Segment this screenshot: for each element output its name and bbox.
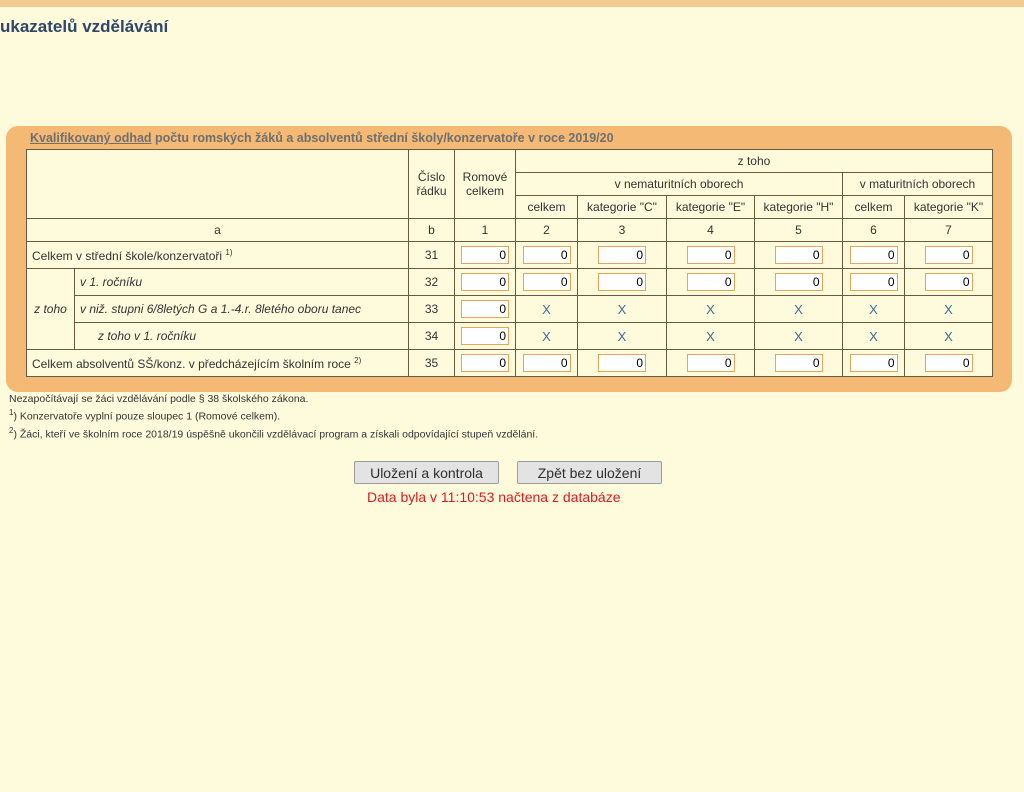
header-matura: v maturitních oborech: [843, 173, 993, 196]
row-35-cell-2: [516, 350, 578, 377]
table-row: [27, 269, 993, 296]
row-33-x-7: X: [905, 296, 993, 323]
row-33-x-5: X: [755, 296, 843, 323]
row-32-cell-5: [755, 269, 843, 296]
row-32-cell-6: [843, 269, 905, 296]
row-33-input-1[interactable]: [461, 300, 509, 318]
footnote-2-mark: 2: [9, 425, 14, 435]
footnotes: [9, 392, 538, 441]
row-33-cell-1: [455, 296, 516, 323]
row-34-x-6: X: [843, 323, 905, 350]
row-33-x-3: X: [578, 296, 667, 323]
table-row: [27, 350, 993, 377]
table-row: [27, 242, 993, 269]
row-35-input-2[interactable]: [523, 354, 571, 372]
row-31-cell-5: [755, 242, 843, 269]
row-31-input-2[interactable]: [523, 246, 571, 264]
caption-text: počtu romských žáků a absolventů střední školy/konzervatoře v roce 2019/20: [151, 131, 614, 145]
row-32-input-7[interactable]: [925, 273, 973, 291]
save-and-check-button[interactable]: Uložení a kontrola: [354, 461, 499, 484]
row-31-cell-1: [455, 242, 516, 269]
index-1: 1: [455, 219, 516, 242]
header-of-which: z toho: [516, 150, 993, 173]
table-row: [27, 296, 993, 323]
header-cat-h: kategorie "H": [755, 196, 843, 219]
row-35-cell-1: [455, 350, 516, 377]
row-31-cell-4: [667, 242, 755, 269]
row-32-cell-7: [905, 269, 993, 296]
header-total-matura: celkem: [843, 196, 905, 219]
index-3: 3: [578, 219, 667, 242]
index-7: 7: [905, 219, 993, 242]
row-35-cell-7: [905, 350, 993, 377]
header-roma-total: Romové celkem: [455, 150, 516, 219]
of-which-label: z toho: [27, 269, 75, 350]
row-32-input-4[interactable]: [687, 273, 735, 291]
row-35-cell-5: [755, 350, 843, 377]
footnote-2: [9, 424, 538, 442]
header-cat-e: kategorie "E": [667, 196, 755, 219]
row-34-input-1[interactable]: [461, 327, 509, 345]
table-caption: [30, 131, 614, 145]
data-table: [26, 149, 993, 377]
row-31-input-7[interactable]: [925, 246, 973, 264]
row-31-input-6[interactable]: [850, 246, 898, 264]
header-non-matura: v nematuritních oborech: [516, 173, 843, 196]
row-34-label: z toho v 1. ročníku: [75, 323, 409, 350]
row-35-input-4[interactable]: [687, 354, 735, 372]
header-line-no: Číslo řádku: [409, 150, 455, 219]
page-title: ukazatelů vzdělávání: [0, 17, 169, 36]
row-32-cell-4: [667, 269, 755, 296]
row-34-x-5: X: [755, 323, 843, 350]
caption-link[interactable]: Kvalifikovaný odhad: [30, 131, 152, 145]
row-35-input-1[interactable]: [461, 354, 509, 372]
row-35-cell-6: [843, 350, 905, 377]
row-35-cell-3: [578, 350, 667, 377]
row-35-no: 35: [409, 350, 455, 377]
row-32-label: v 1. ročníku: [75, 269, 409, 296]
footnote-1-ref: 1): [225, 247, 233, 257]
row-31-input-1[interactable]: [461, 246, 509, 264]
row-34-x-3: X: [578, 323, 667, 350]
header-cat-k: kategorie "K": [905, 196, 993, 219]
row-34-no: 34: [409, 323, 455, 350]
row-32-no: 32: [409, 269, 455, 296]
status-message: Data byla v 11:10:53 načtena z databáze: [367, 489, 621, 505]
row-31-cell-7: [905, 242, 993, 269]
row-35-input-5[interactable]: [775, 354, 823, 372]
row-33-x-2: X: [516, 296, 578, 323]
index-a: a: [27, 219, 409, 242]
row-32-input-6[interactable]: [850, 273, 898, 291]
row-34-cell-1: [455, 323, 516, 350]
row-35-cell-4: [667, 350, 755, 377]
row-32-cell-3: [578, 269, 667, 296]
row-31-input-5[interactable]: [775, 246, 823, 264]
row-32-input-2[interactable]: [523, 273, 571, 291]
row-35-input-3[interactable]: [598, 354, 646, 372]
row-34-x-4: X: [667, 323, 755, 350]
row-32-cell-2: [516, 269, 578, 296]
row-31-no: 31: [409, 242, 455, 269]
header-blank: [27, 150, 409, 219]
index-b: b: [409, 219, 455, 242]
index-4: 4: [667, 219, 755, 242]
row-35-input-6[interactable]: [850, 354, 898, 372]
row-33-no: 33: [409, 296, 455, 323]
footnote-2-text: ) Žáci, kteří ve školním roce 2018/19 úspěšně ukončili vzdělávací program a získali odpovídající stupeň vzdělání.: [13, 428, 539, 440]
row-34-x-2: X: [516, 323, 578, 350]
back-without-save-button[interactable]: Zpět bez uložení: [517, 461, 662, 484]
row-35-input-7[interactable]: [925, 354, 973, 372]
row-31-input-3[interactable]: [598, 246, 646, 264]
row-34-x-7: X: [905, 323, 993, 350]
table-row: [27, 323, 993, 350]
row-33-x-4: X: [667, 296, 755, 323]
row-32-input-5[interactable]: [775, 273, 823, 291]
index-5: 5: [755, 219, 843, 242]
index-6: 6: [843, 219, 905, 242]
row-31-input-4[interactable]: [687, 246, 735, 264]
row-33-x-6: X: [843, 296, 905, 323]
row-31-cell-2: [516, 242, 578, 269]
row-31-label-text: Celkem v střední škole/konzervatoři: [32, 248, 223, 263]
header-total: celkem: [516, 196, 578, 219]
row-35-label: [27, 350, 409, 377]
row-31-label: [27, 242, 409, 269]
index-2: 2: [516, 219, 578, 242]
footnote-general: Nezapočítávají se žáci vzdělávání podle § 38 školského zákona.: [9, 393, 309, 405]
row-31-cell-3: [578, 242, 667, 269]
row-35-label-text: Celkem absolventů SŠ/konz. v předcházejícím školním roce: [32, 356, 351, 371]
footnote-1-mark: 1: [9, 408, 14, 417]
footnote-1: [9, 406, 538, 424]
row-32-input-1[interactable]: [461, 273, 509, 291]
row-33-label: v niž. stupni 6/8letých G a 1.-4.r. 8letého oboru tanec: [75, 296, 409, 323]
header-cat-c: kategorie "C": [578, 196, 667, 219]
row-31-cell-6: [843, 242, 905, 269]
row-32-cell-1: [455, 269, 516, 296]
footnote-2-ref: 2): [354, 355, 362, 365]
footnote-1-text: ) Konzervatoře vyplní pouze sloupec 1 (Romové celkem).: [13, 410, 281, 423]
top-bar: [0, 0, 1024, 7]
row-32-input-3[interactable]: [598, 273, 646, 291]
